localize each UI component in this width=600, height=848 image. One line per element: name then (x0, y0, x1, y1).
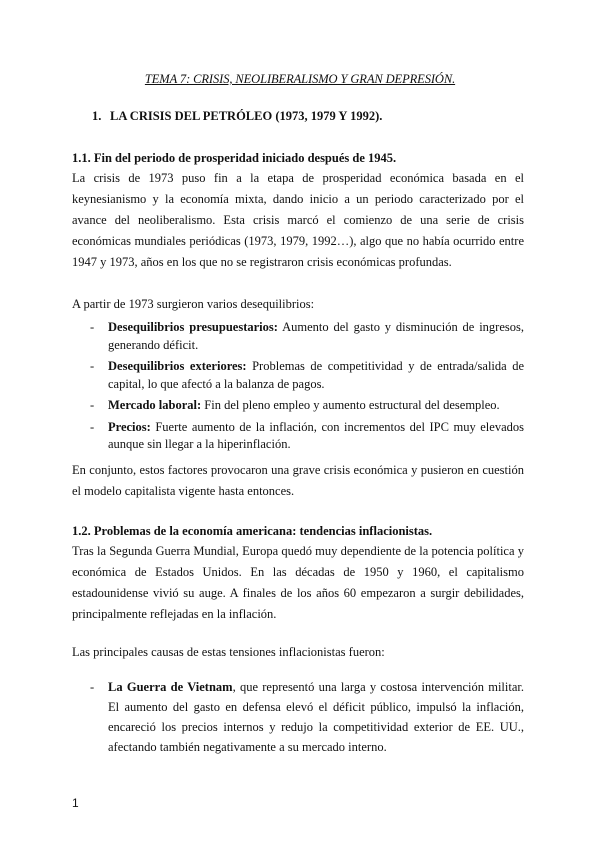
paragraph-intro-causas: Las principales causas de estas tensiones inflacionistas fueron: (72, 645, 385, 659)
subsection-heading-1: 1.1. Fin del periodo de prosperidad iniciado después de 1945. (72, 151, 397, 165)
list-item-term: Mercado laboral: (108, 398, 202, 412)
list-item: - Desequilibrios presupuestarios: Aumento del gasto y disminución de ingresos, generando déficit. (90, 320, 524, 352)
list-desequilibrios (72, 319, 524, 458)
list-item-text: Fuerte aumento de la inflación, con incrementos del IPC muy elevados aunque sin llegar a la hiperinflación. (108, 419, 524, 451)
list-item: - Precios: Fuerte aumento de la inflación, con incrementos del IPC muy elevados aunque sin llegar a la hiperinflación. (90, 419, 524, 451)
list-item-term: Precios: (108, 419, 151, 434)
section-number: 1. (92, 109, 102, 123)
list-item-term: Desequilibrios exteriores: (108, 359, 247, 373)
list-item-text: Aumento del gasto y disminución de ingresos, generando déficit. (108, 320, 524, 352)
list-item-text: Fin del pleno empleo y aumento estructural del desempleo. (201, 398, 500, 412)
list-item-text: Problemas de competitividad y de entrada/salida de capital, lo que afectó a la balanza de pagos. (108, 359, 524, 391)
paragraph-crisis-1973: La crisis de 1973 puso fin a la etapa de prosperidad económica basada en el keynesianismo y la economía mixta, dando inicio a un periodo caracterizado por el avance del neoliberalismo. Esta crisis marcó el comienzo de una serie de crisis económicas mundiales periódicas (1973, 1979, 1992…), algo que no había ocurrido entre 1947 y 1973, años en los que no se registraron crisis económicas profundas. (72, 171, 524, 269)
paragraph-conclusion: En conjunto, estos factores provocaron una grave crisis económica y pusieron en cuestión el modelo capitalista vigente hasta entonces. (72, 463, 524, 498)
paragraph-economia-americana: Tras la Segunda Guerra Mundial, Europa quedó muy dependiente de la potencia política y económica de Estados Unidos. En las décadas de 1950 y 1960, el capitalismo estadounidense vivió su auge. A finales de los años 60 empezaron a surgir debilidades, principalmente reflejadas en la inflación. (72, 544, 524, 621)
document-title: TEMA 7: CRISIS, NEOLIBERALISMO Y GRAN DEPRESIÓN. (144, 72, 456, 86)
list-item: - Mercado laboral: Fin del pleno empleo y aumento estructural del desempleo. (90, 398, 500, 412)
list-item: - La Guerra de Vietnam, que representó una larga y costosa intervención militar. El aumento del gasto en defensa elevó el déficit público, impulsó la inflación, encareció los precios internos y redujo la competitividad exterior de EE. UU., afectando también negativamente a su mercado interno. (90, 680, 524, 754)
section-heading (92, 109, 382, 124)
section-title: LA CRISIS DEL PETRÓLEO (1973, 1979 Y 1992). (110, 109, 383, 123)
list-item-term: Desequilibrios presupuestarios: (108, 320, 278, 334)
subsection-heading-2: 1.2. Problemas de la economía americana: tendencias inflacionistas. (72, 524, 433, 538)
paragraph-intro-desequilibrios: A partir de 1973 surgieron varios desequilibrios: (72, 297, 315, 311)
list-causas (72, 677, 524, 761)
list-item: - Desequilibrios exteriores: Problemas de competitividad y de entrada/salida de capital, lo que afectó a la balanza de pagos. (90, 359, 524, 391)
list-item-term: La Guerra de Vietnam (108, 680, 233, 694)
page-number: 1 (72, 796, 79, 810)
list-item-text: , que representó una larga y costosa intervención militar. El aumento del gasto en defensa elevó el déficit público, impulsó la inflación, encareció los precios internos y redujo la competitividad exterior de EE. UU., afectando también negativamente a su mercado interno. (108, 680, 524, 754)
